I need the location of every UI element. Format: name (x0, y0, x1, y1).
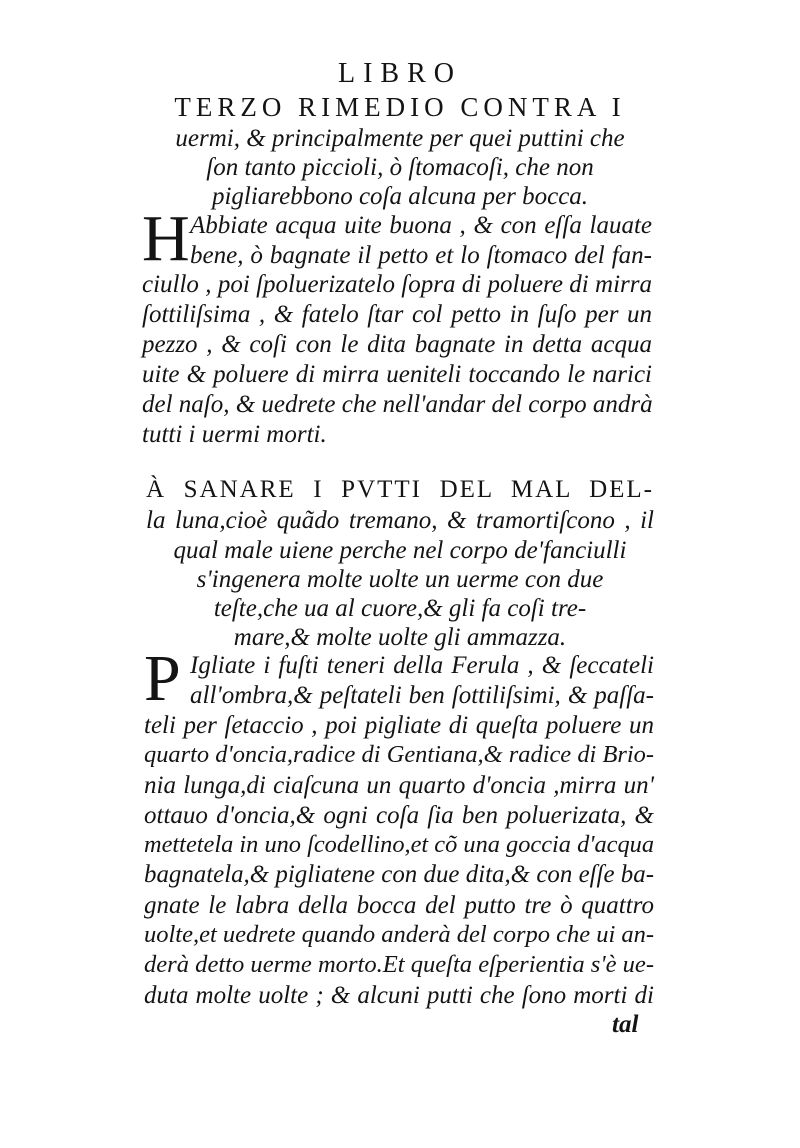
section2-body-line-9: gnate le labra della bocca del putto tre ò quattro (144, 892, 654, 919)
section1-title-line-1: uermi, & principalmente per quei puttini che (175, 125, 625, 152)
section2-body-line-7: mettetela in uno ſcodellino,et cõ una goccia d'acqua (144, 831, 654, 858)
section2-title-line-2: qual male uiene perche nel corpo de'fanciulli (173, 537, 627, 564)
section1-body-line-4: ſottiliſsima , & fatelo ſtar col petto in ſuſo per un (142, 301, 652, 328)
section2-body-line-10: uolte,et uedrete quando anderà del corpo che ui an- (144, 921, 655, 948)
section1-body-line-6: uite & poluere di mirra ueniteli toccando le narici (142, 361, 652, 388)
section1-body-line-8: tutti i uermi morti. (142, 421, 327, 448)
section2-body-line-1: Igliate i fuſti teneri della Ferula , & ſeccateli (190, 652, 654, 679)
section1-body-line-1: Abbiate acqua uite buona , & con eſſa lauate (190, 212, 652, 239)
section2-title-line-5: mare,& molte uolte gli ammazza. (233, 624, 567, 651)
section2-drop-cap: P (144, 642, 181, 715)
section2-body-line-11: derà detto uerme morto.Et queſta eſperientia s'è ue- (144, 951, 654, 978)
section2-body-line-6: ottauo d'oncia,& ogni coſa ſia ben poluerizata, & (144, 802, 654, 829)
section2-title-line-4: teſte,che ua al cuore,& gli fa coſi tre- (213, 595, 587, 622)
section1-body-line-2: bene, ò bagnate il petto et lo ſtomaco del fan- (190, 242, 652, 269)
section2-body-line-3: teli per ſetaccio , poi pigliate di queſta poluere un (144, 712, 654, 739)
section1-title-line-2: ſon tanto piccioli, ò ſtomacoſi, che non (206, 154, 594, 181)
running-head: LIBRO (338, 58, 462, 89)
section2-body-line-12: duta molte uolte ; & alcuni putti che ſono morti di (144, 982, 654, 1009)
section2-body-line-2: all'ombra,& peſtateli ben ſottiliſsimi, & paſſa- (190, 682, 654, 709)
section2-body-line-8: bagnatela,& pigliatene con due dita,& con eſſe ba- (144, 861, 654, 888)
catchword: tal (612, 1011, 639, 1038)
section1-body-line-7: del naſo, & uedrete che nell'andar del corpo andrà (142, 391, 653, 418)
section1-title-caps: TERZO RIMEDIO CONTRA I (174, 92, 626, 122)
section1-body-line-3: ciullo , poi ſpoluerizatelo ſopra di poluere di mirra (142, 271, 652, 298)
section2-title-caps: À SANARE I PVTTI DEL MAL DEL- (146, 476, 654, 503)
section2-body-line-5: nia lunga,di ciaſcuna un quarto d'oncia ,mirra un' (144, 772, 654, 799)
section1-body-line-5: pezzo , & coſi con le dita bagnate in detta acqua (142, 331, 652, 358)
section2-body-line-4: quarto d'oncia,radice di Gentiana,& radice di Brio- (144, 741, 654, 768)
section1-drop-cap: H (142, 202, 190, 275)
section1-title-line-3: pigliarebbono coſa alcuna per bocca. (211, 183, 589, 210)
section2-title-line-3: s'ingenera molte uolte un uerme con due (196, 566, 604, 593)
section2-title-line-1: la luna,cioè quãdo tremano, & tramortiſcono , il (146, 507, 654, 534)
